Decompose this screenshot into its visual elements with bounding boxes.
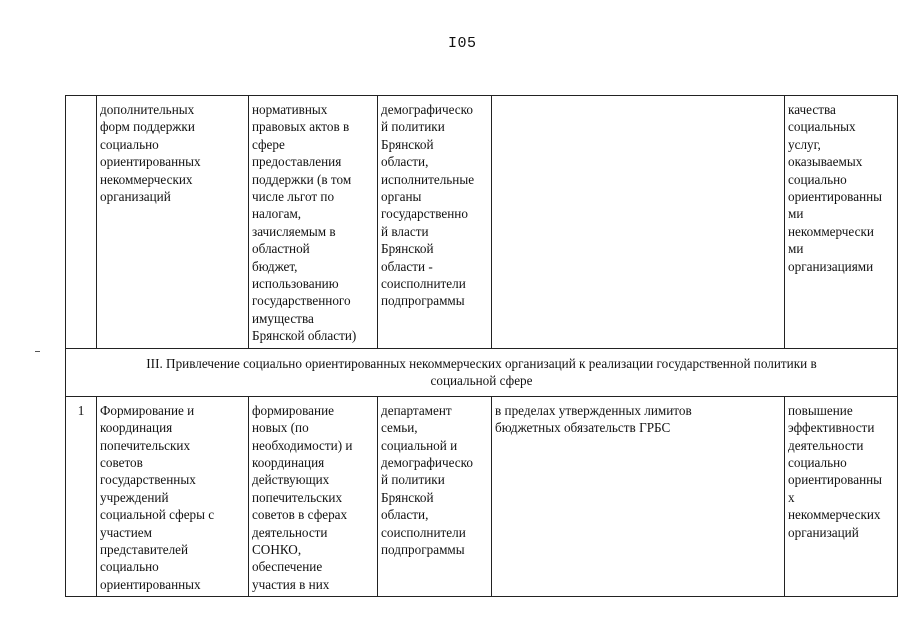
cell-result: повышение эффективности деятельности социально ориентированны х некоммерческих организаций [785, 396, 898, 596]
page-number: I05 [448, 35, 477, 52]
cell-mechanism: формирование новых (по необходимости) и координация действующих попечительских советов в сферах деятельности СОНКО, обеспечение участия в них [249, 396, 378, 596]
cell-number [66, 96, 97, 349]
table-row-continuation [66, 96, 898, 349]
cell-result: качества социальных услуг, оказываемых социально ориентированны ми некоммерчески ми организациями [785, 96, 898, 349]
cell-executor: демографическо й политики Брянской области, исполнительные органы государственно й власти Брянской области - соисполнители подпрограммы [378, 96, 492, 349]
section-heading-row [66, 348, 898, 396]
cell-measure: Формирование и координация попечительских советов государственных учреждений социальной сферы с участием представителей социально ориентированных [97, 396, 249, 596]
cell-mechanism: нормативных правовых актов в сфере предоставления поддержки (в том числе льгот по налогам, зачисляемым в областной бюджет, использованию государственного имущества Брянской области) [249, 96, 378, 349]
margin-mark [35, 351, 40, 352]
cell-measure: дополнительных форм поддержки социально ориентированных некоммерческих организаций [97, 96, 249, 349]
cell-number: 1 [66, 396, 97, 596]
program-measures-table [65, 95, 898, 597]
cell-funding [492, 96, 785, 349]
table-row [66, 396, 898, 596]
cell-funding: в пределах утвержденных лимитов бюджетных обязательств ГРБС [492, 396, 785, 596]
section-heading: III. Привлечение социально ориентированных некоммерческих организаций к реализации государственной политики в социальной сфере [66, 348, 898, 396]
cell-executor: департамент семьи, социальной и демографическо й политики Брянской области, соисполнители подпрограммы [378, 396, 492, 596]
